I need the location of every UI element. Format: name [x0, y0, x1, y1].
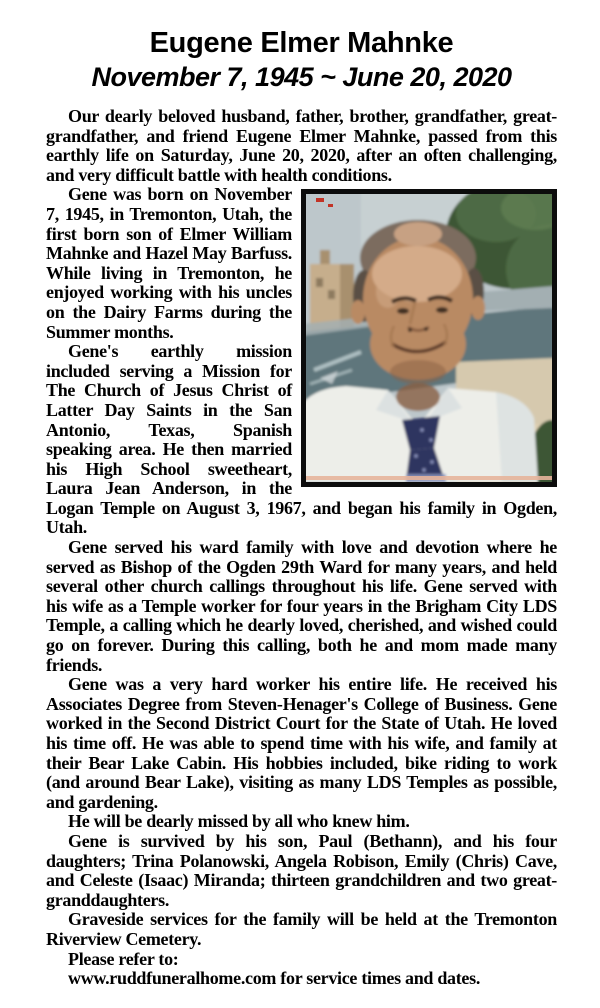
obituary-body	[46, 107, 557, 989]
photo-scene	[306, 194, 552, 482]
deceased-name: Eugene Elmer Mahnke	[149, 27, 454, 59]
obituary-paragraph-intro: Our dearly beloved husband, father, brother, grandfather, great-grandfather, and friend Eugene Elmer Mahnke, passed from this earthly life on Saturday, June 20, 2020, after an often challenging, and very difficult battle with health conditions.	[46, 106, 557, 185]
portrait-photo-illustration	[306, 194, 552, 482]
obituary-paragraph-work-hobbies: Gene was a very hard worker his entire life. He received his Associates Degree from Steven-Henager's College of Business. Gene worked in the Second District Court for the State of Utah. He loved his time off. He was able to spend time with his wife, and family at their Bear Lake Cabin. His hobbies included, bike riding to work (and around Bear Lake), visiting as many LDS Temples as possible, and gardening.	[46, 674, 557, 812]
obituary-paragraph-website: www.ruddfuneralhome.com for service times and dates.	[68, 968, 481, 989]
obituary-paragraph-survivors: Gene is survived by his son, Paul (Bethann), and his four daughters; Trina Polanowski, Angela Robison, Emily (Chris) Cave, and Celeste (Isaac) Miranda; thirteen grandchildren and two great-granddaughters.	[46, 830, 557, 910]
portrait-photo	[301, 189, 557, 487]
obituary-paragraph-services: Graveside services for the family will be held at the Tremonton Riverview Cemetery.	[46, 909, 557, 949]
life-dates: November 7, 1945 ~ June 20, 2020	[91, 62, 512, 92]
obituary-paragraph-refer: Please refer to:	[68, 948, 179, 969]
obituary-paragraph-birth: Gene was born on November 7, 1945, in Tremonton, Utah, the first born son of Elmer William Mahnke and Hazel May Barfuss. While living in Tremonton, he enjoyed working with his uncles on the Dairy Farms during the Summer months.	[46, 184, 292, 342]
obituary-paragraph-church-service: Gene served his ward family with love and devotion where he served as Bishop of the Ogden 29th Ward for many years, and held several other church callings throughout his life. Gene served with his wife as a Temple worker for four years in the Brigham City LDS Temple, a calling which he dearly loved, cherished, and wished could go on forever. During this calling, both he and mom made many friends.	[46, 537, 557, 675]
obituary-paragraph-missed: He will be dearly missed by all who knew him.	[68, 811, 410, 832]
obituary-paragraph-mission: Gene's earthly mission included serving a Mission for The Church of Jesus Christ of Latter Day Saints in the San Antonio, Texas, Spanish speaking area. He then married his High School sweetheart, Laura Jean Anderson, in the Logan Temple on August 3, 1967, and began his family in Ogden, Utah.	[46, 341, 557, 538]
